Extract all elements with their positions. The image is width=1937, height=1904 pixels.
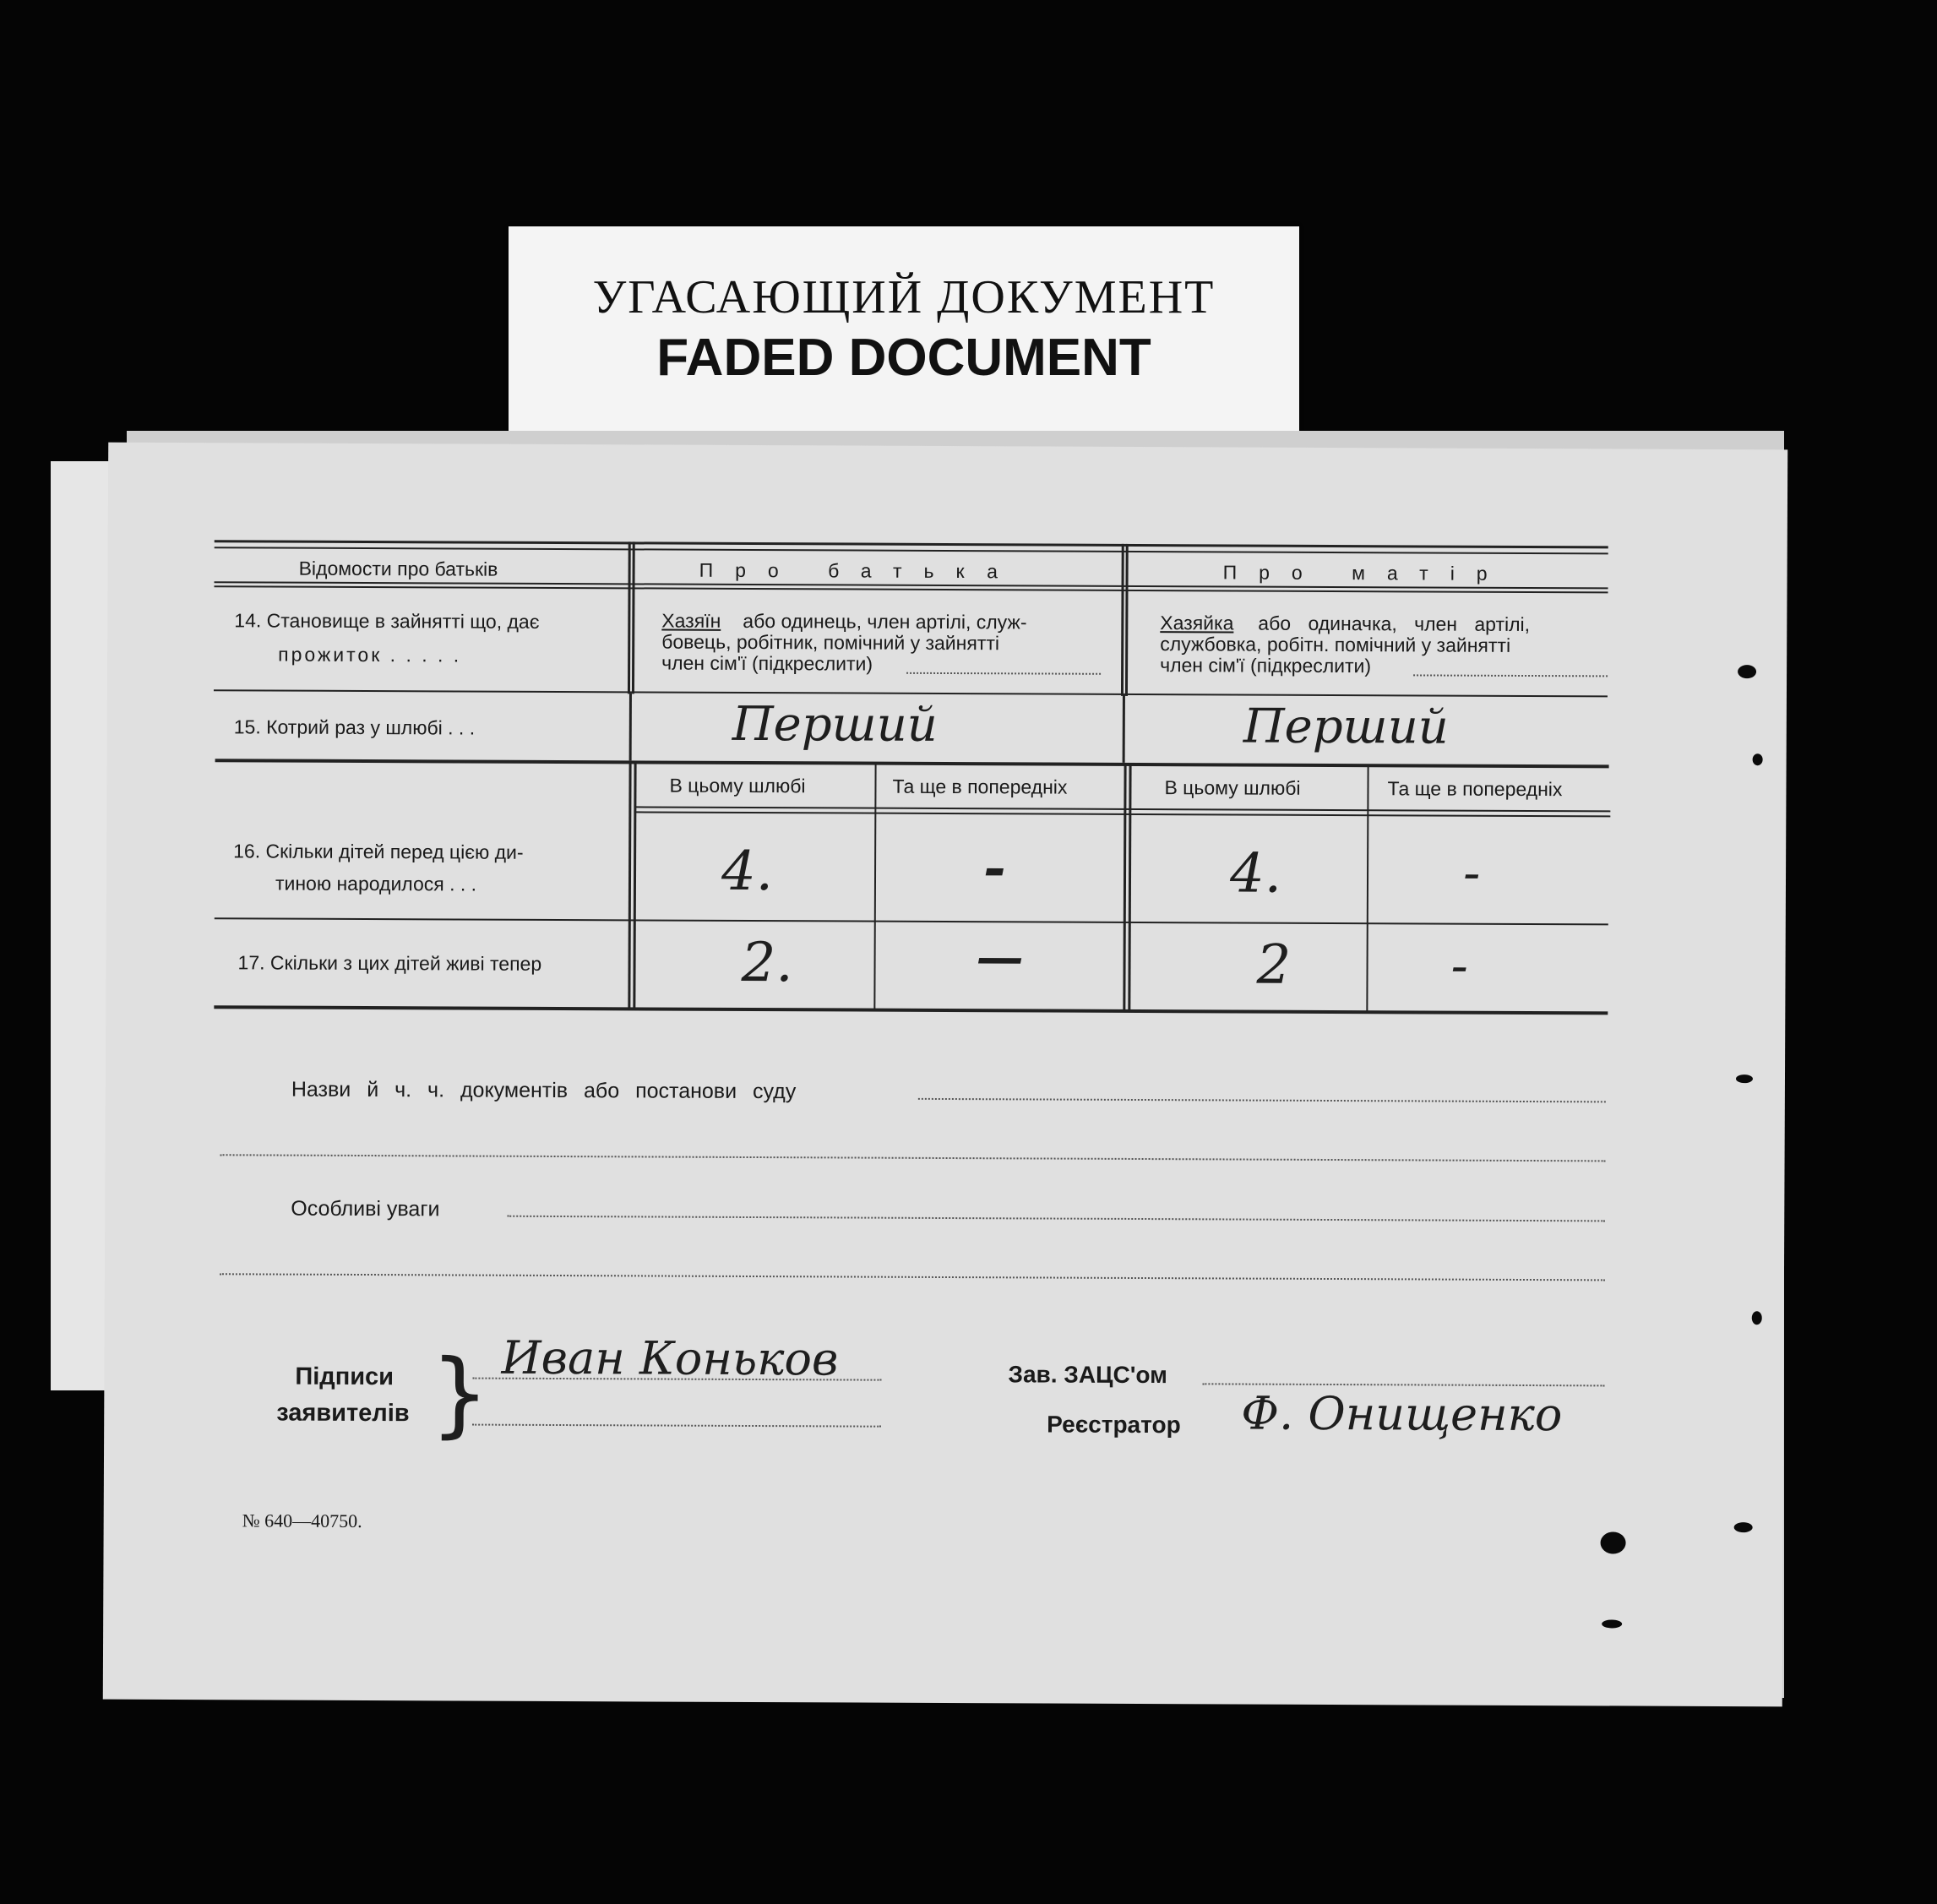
- punch-mark: [1736, 1074, 1753, 1083]
- row14-label-line1: 14. Становище в зайнятті що, дає: [234, 609, 540, 633]
- row14-father-underlined: Хазяїн: [661, 609, 721, 632]
- form-number: № 640—40750.: [242, 1510, 362, 1531]
- row17-mother-previous: -: [1450, 936, 1468, 996]
- subheader-mother-previous: Та ще в попередніх: [1387, 777, 1563, 801]
- row17-father-this: 2.: [741, 931, 793, 995]
- row16-bottom-rule: [215, 917, 1608, 925]
- punch-mark: [1602, 1619, 1622, 1628]
- lower-block-top-rule: [215, 759, 1609, 768]
- documents-line-2: [220, 1154, 1606, 1161]
- row17-father-previous: —: [976, 929, 1024, 986]
- row14-mother-line2: службовка, робітн. помічний у зайнятті: [1160, 633, 1511, 656]
- lower-divider-3b: [1128, 764, 1131, 1011]
- lower-divider-4: [1366, 765, 1368, 1012]
- row15-divider-1: [629, 693, 632, 760]
- row14-father-line1: або одинець, член артілі, служ-: [743, 609, 1027, 634]
- top-rule-2: [215, 547, 1608, 554]
- row14-father-line3: член сім'ї (підкреслити): [661, 651, 873, 675]
- applicant-signature: Иван Коньков: [501, 1330, 839, 1386]
- row14-mother-underlined: Хазяйка: [1160, 612, 1234, 634]
- row15-label: 15. Котрий раз у шлюбі . . .: [233, 715, 476, 739]
- punch-mark: [1738, 665, 1756, 678]
- faded-document-label: [509, 226, 1299, 448]
- row14-mother-line3: член сім'ї (підкреслити): [1160, 654, 1372, 677]
- header-parents-info: Відомости про батьків: [298, 557, 498, 580]
- applicant-signature-line-2: [472, 1424, 881, 1428]
- label-russian: УГАСАЮЩИЙ ДОКУМЕНТ: [592, 271, 1216, 324]
- lower-divider-1b: [633, 762, 636, 1009]
- row14-mother-dots: [1413, 674, 1608, 677]
- label-english: FADED DOCUMENT: [656, 329, 1151, 387]
- lower-divider-3: [1123, 764, 1126, 1011]
- signature-brace: }: [430, 1339, 490, 1448]
- row16-mother-this: 4.: [1229, 842, 1282, 906]
- row14-father-dots: [906, 672, 1101, 675]
- row14-mother-line1: або одиначка, член артілі,: [1258, 612, 1531, 636]
- column-divider-1: [628, 541, 631, 694]
- registrar-signature: Ф. Онищенко: [1241, 1386, 1563, 1442]
- remarks-line-2: [220, 1273, 1605, 1281]
- punch-mark: [1752, 1311, 1762, 1325]
- signatures-label-line2: заявителів: [276, 1399, 410, 1428]
- registrar-label: Реєстратор: [1047, 1411, 1181, 1439]
- header-about-father: Про батька: [699, 558, 1020, 583]
- row16-mother-previous: -: [1462, 843, 1481, 903]
- subheader-father-this-marriage: В цьому шлюбі: [669, 774, 806, 797]
- head-of-registry-label: Зав. ЗАЦС'ом: [1008, 1361, 1167, 1389]
- punch-mark: [1753, 753, 1763, 765]
- table-bottom-rule: [214, 1005, 1608, 1015]
- column-divider-1b: [632, 541, 635, 694]
- row15-divider-2: [1123, 695, 1125, 763]
- punch-mark: [1734, 1522, 1753, 1532]
- row17-mother-this: 2: [1256, 933, 1292, 997]
- row14-bottom-rule: [214, 689, 1608, 697]
- row16-label-line2: тиною народилося . . .: [275, 872, 477, 895]
- signatures-label-line1: Підписи: [295, 1363, 394, 1391]
- subheader-father-previous: Та ще в попередніх: [892, 775, 1068, 798]
- registration-form: [103, 443, 1787, 1707]
- row16-father-this: 4.: [721, 840, 774, 904]
- column-divider-2: [1121, 544, 1124, 696]
- remarks-line-1: [507, 1216, 1605, 1222]
- lower-divider-1: [628, 762, 631, 1009]
- row14-father-line2: бовець, робітник, помічний у зайнятті: [661, 630, 1000, 655]
- lower-divider-2: [873, 764, 876, 1010]
- documents-line-1: [918, 1098, 1606, 1103]
- subheader-mother-this-marriage: В цьому шлюбі: [1164, 776, 1301, 799]
- remarks-label: Особливі уваги: [291, 1196, 440, 1221]
- row16-label-line1: 16. Скільки дітей перед цією ди-: [233, 840, 524, 863]
- punch-mark: [1601, 1531, 1626, 1553]
- row15-father-value: Перший: [732, 696, 938, 753]
- row17-label: 17. Скільки з цих дітей живі тепер: [237, 951, 542, 975]
- row15-mother-value: Перший: [1243, 699, 1449, 755]
- column-divider-2b: [1125, 544, 1129, 696]
- documents-label: Назви й ч. ч. документів або постанови суду: [291, 1077, 797, 1104]
- header-about-mother: Про матір: [1222, 561, 1510, 585]
- row14-label-line2: прожиток . . . . .: [278, 643, 462, 666]
- row16-father-previous: -: [982, 836, 1006, 900]
